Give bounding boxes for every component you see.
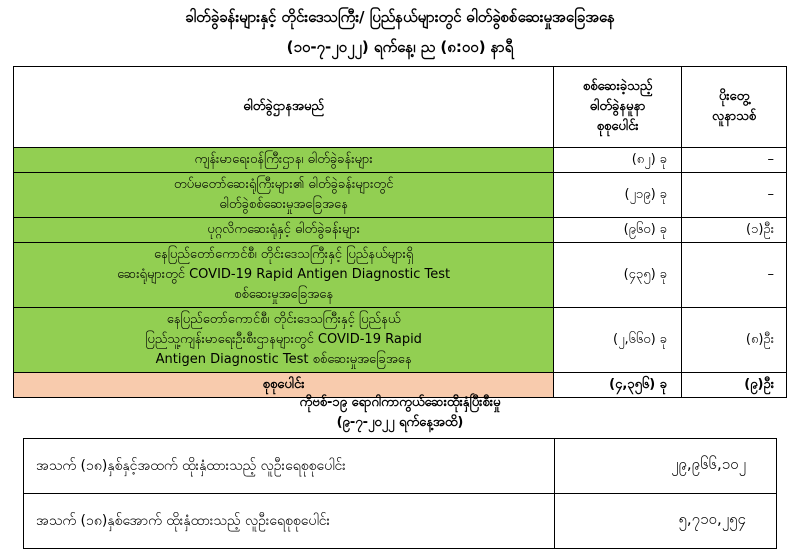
- report-title: ခါတ်ခွဲခန်းများနှင့် တိုင်းဒေသကြီး/ ပြည်နယ်များတွင် ဓါတ်ခွဲစစ်ဆေးမှုအခြေအနေ: [185, 8, 615, 26]
- vaccine-label-cell: အသက် (၁၈)နှစ်အောက် ထိုးနှံထားသည့် လူဦးရေစုစုပေါင်း: [24, 494, 555, 549]
- tests-cell: (၂,၆၆၀) ခု: [554, 308, 682, 373]
- positive-cell: (၈)ဦး: [682, 308, 787, 373]
- lab-test-table: [13, 66, 787, 398]
- positive-cell: –: [682, 148, 787, 173]
- report-datetime: (၁၀-၇-၂၀၂၂) ရက်နေ့၊ ည (၈:၀၀) နာရီ: [286, 38, 514, 56]
- tests-cell: (၂၁၉) ခု: [554, 173, 682, 218]
- table-row: [14, 173, 787, 218]
- table-row: [14, 218, 787, 243]
- table-row: [24, 439, 777, 494]
- header-tests-total: စစ်ဆေးခဲ့သည့် ဓါတ်ခွဲနမူနာ စုစုပေါင်း: [554, 67, 682, 148]
- vaccine-value-cell: ၅,၇၁၀,၂၅၄: [555, 494, 777, 549]
- table-row: [14, 243, 787, 308]
- header-lab-name: ဓါတ်ခွဲဌာနအမည်: [14, 67, 554, 148]
- tests-cell: (၉၆၀) ခု: [554, 218, 682, 243]
- lab-name-cell: ကျန်းမာရေးဝန်ကြီးဌာန၊ ဓါတ်ခွဲခန်းများ: [14, 148, 554, 173]
- table-row: [24, 494, 777, 549]
- lab-name-cell: တပ်မတော်ဆေးရုံကြီးများ၏ ဓါတ်ခွဲခန်းများတွင် ဓါတ်ခွဲစစ်ဆေးမှုအခြေအနေ: [14, 173, 554, 218]
- lab-name-cell: နေပြည်တော်ကောင်စီ၊ တိုင်းဒေသကြီးနှင့် ပြည်နယ် ပြည်သူ့ကျန်းမာရေးဦးစီးဌာနများတွင် COVID-19 Rapid Antigen Diagnostic Test စစ်ဆေးမှုအခြေအနေ: [14, 308, 554, 373]
- positive-cell: –: [682, 243, 787, 308]
- vaccine-section-title: ကိုဗစ်-၁၉ ရောဂါကာကွယ်ဆေးထိုးနှံပြီးစီးမှု: [299, 395, 501, 410]
- table-header-row: [14, 67, 787, 148]
- table-row: [14, 308, 787, 373]
- lab-name-cell: နေပြည်တော်ကောင်စီ၊ တိုင်းဒေသကြီးနှင့် ပြည်နယ်များရှိ ဆေးရုံများတွင် COVID-19 Rapid Antigen Diagnostic Test စစ်ဆေးမှုအခြေအနေ: [14, 243, 554, 308]
- tests-cell: (၈၂) ခု: [554, 148, 682, 173]
- table-row: [14, 148, 787, 173]
- vaccination-table: [23, 438, 777, 549]
- lab-name-cell: ပုဂ္ဂလိကဆေးရုံနှင့် ဓါတ်ခွဲခန်းများ: [14, 218, 554, 243]
- vaccine-label-cell: အသက် (၁၈)နှစ်နှင့်အထက် ထိုးနှံထားသည့် လူဦးရေစုစုပေါင်း: [24, 439, 555, 494]
- positive-cell: (၁)ဦး: [682, 218, 787, 243]
- total-tests: (၄,၃၅၆) ခု: [554, 373, 682, 398]
- vaccine-value-cell: ၂၉,၉၆၆,၁၀၂: [555, 439, 777, 494]
- vaccine-section-date: (၉-၇-၂၀၂၂ ရက်နေ့အထိ): [336, 415, 464, 430]
- total-positive: (၉)ဦး: [682, 373, 787, 398]
- positive-cell: –: [682, 173, 787, 218]
- header-new-positive: ပိုးတွေ့ လူနာသစ်: [682, 67, 787, 148]
- total-label: စုစုပေါင်း: [14, 373, 554, 398]
- tests-cell: (၄၃၅) ခု: [554, 243, 682, 308]
